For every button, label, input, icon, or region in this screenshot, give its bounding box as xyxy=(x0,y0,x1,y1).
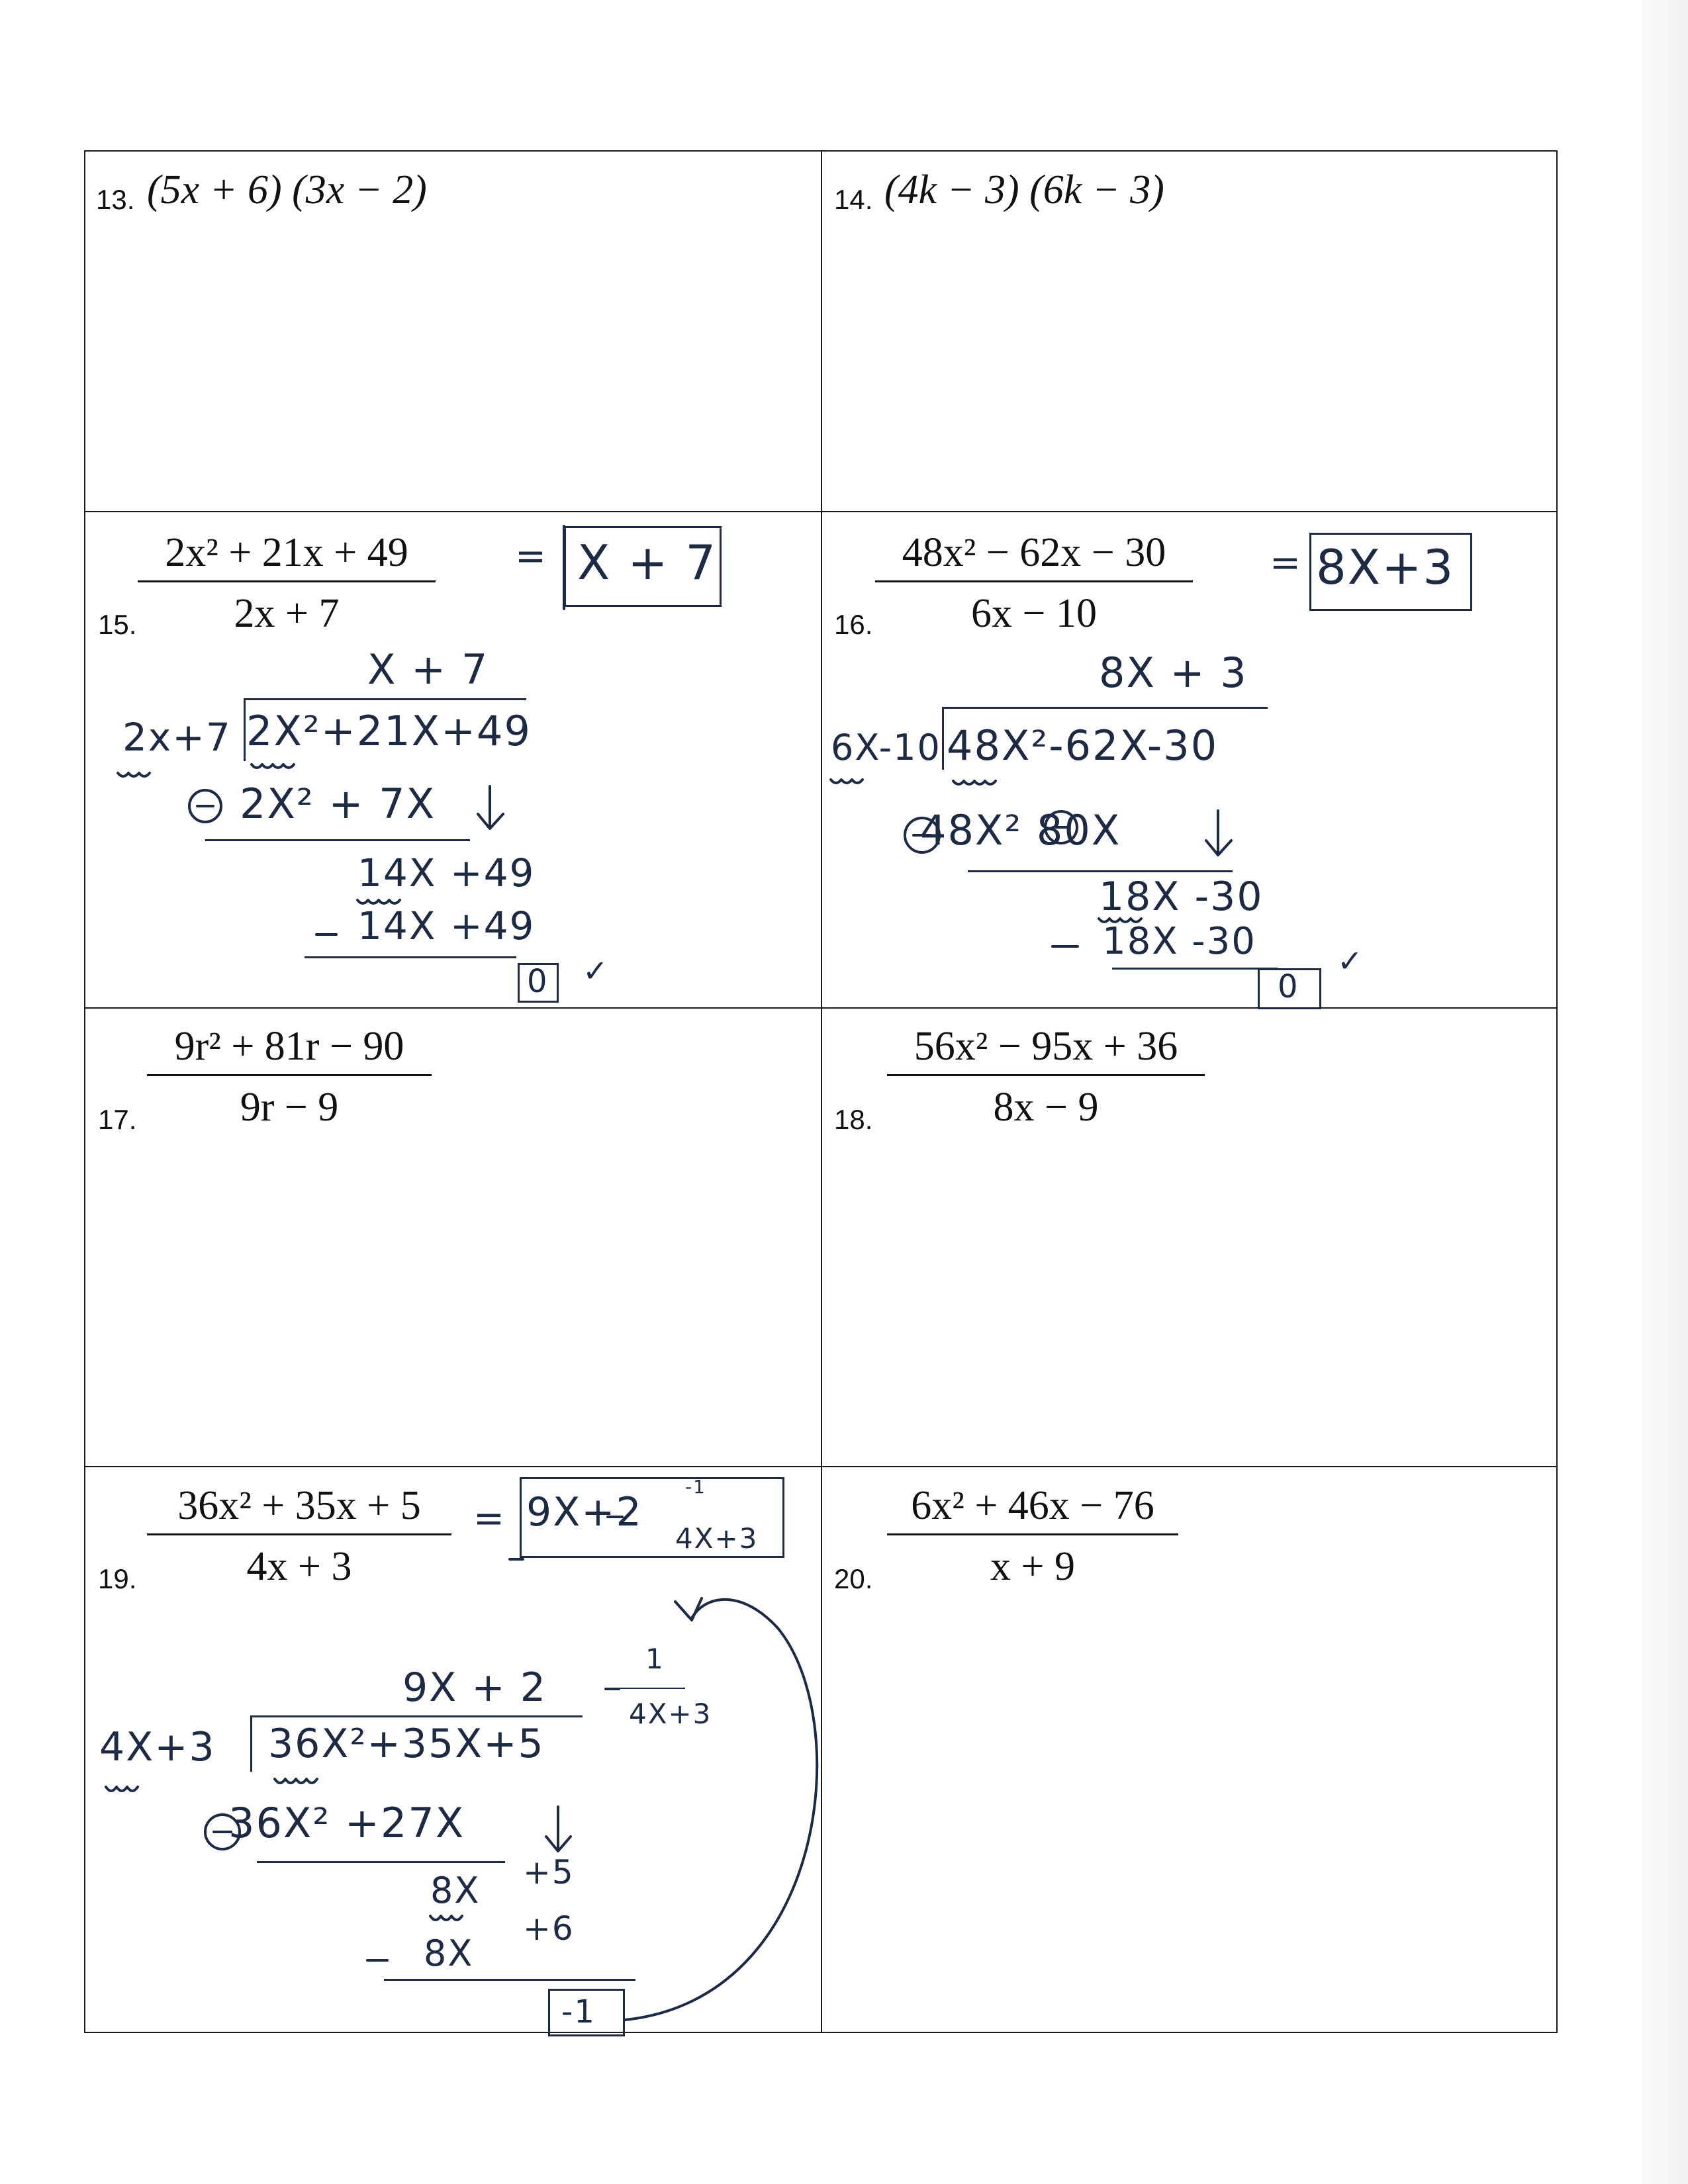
problem-number: 16. xyxy=(834,609,873,640)
step-3-term: 8X xyxy=(424,1933,474,1974)
problem-number: 15. xyxy=(98,609,137,640)
answer-fraction-numerator: -1 xyxy=(685,1476,706,1498)
problem-number: 19. xyxy=(98,1563,137,1594)
quotient: 8X + 3 xyxy=(1099,649,1248,697)
squiggle xyxy=(1099,919,1141,922)
dividend: 2X²+21X+49 xyxy=(246,707,532,755)
side-fraction-numerator: 1 xyxy=(645,1643,665,1675)
boxed-answer: X + 7 xyxy=(577,535,718,590)
squiggle xyxy=(831,780,863,783)
step-2-term: 8X xyxy=(430,1870,481,1911)
remainder: 0 xyxy=(527,963,549,1000)
fraction-denominator: 6x − 10 xyxy=(971,591,1097,636)
problem-number: 18. xyxy=(834,1104,873,1135)
squiggle xyxy=(118,773,150,776)
problem-number: 17. xyxy=(98,1104,137,1135)
problem-number: 14. xyxy=(834,184,873,215)
curved-arrow xyxy=(625,1600,817,2020)
divisor: 4X+3 xyxy=(99,1724,216,1770)
fraction-numerator: 36x² + 35x + 5 xyxy=(147,1482,451,1535)
equals-sign: = xyxy=(473,1497,506,1540)
fraction-denominator: 4x + 3 xyxy=(246,1544,352,1589)
step-1: 48X² 80X xyxy=(920,806,1121,854)
fraction-denominator: x + 9 xyxy=(990,1544,1075,1589)
step-1: 2X² + 7X xyxy=(240,780,436,828)
down-arrow xyxy=(478,786,503,829)
check-mark: ✓ xyxy=(1337,943,1364,979)
fraction-denominator: 8x − 9 xyxy=(993,1085,1099,1130)
squiggle xyxy=(252,764,294,768)
answer-fraction-denominator: 4X+3 xyxy=(675,1522,759,1555)
fraction-numerator: 9r² + 81r − 90 xyxy=(147,1023,432,1076)
remainder: -1 xyxy=(561,1993,596,2030)
divisor: 2x+7 xyxy=(122,715,232,760)
fraction-numerator: 2x² + 21x + 49 xyxy=(138,529,436,582)
step-2: 14X +49 xyxy=(357,850,536,895)
step-1: 36X² +27X xyxy=(228,1799,465,1847)
dividend: 48X²-62X-30 xyxy=(947,721,1219,770)
fraction-denominator: 2x + 7 xyxy=(234,591,340,636)
equals-sign: = xyxy=(515,535,547,578)
quotient: X + 7 xyxy=(367,645,489,694)
down-arrow xyxy=(1206,811,1231,855)
remainder: 0 xyxy=(1278,968,1299,1005)
squiggle xyxy=(953,781,996,784)
squiggle xyxy=(430,1916,462,1920)
divisor: 6X-10 xyxy=(831,727,941,768)
step-3-constant: +6 xyxy=(523,1909,575,1948)
dividend: 36X²+35X+5 xyxy=(268,1721,545,1767)
fraction-numerator: 48x² − 62x − 30 xyxy=(875,529,1193,582)
problem-number: 13. xyxy=(96,184,135,215)
squiggle xyxy=(357,900,400,903)
arrow-head xyxy=(675,1598,702,1620)
squiggle xyxy=(106,1787,138,1791)
fraction-numerator: 56x² − 95x + 36 xyxy=(887,1023,1205,1076)
step-2-constant: +5 xyxy=(523,1853,575,1891)
problem-expression: (5x + 6) (3x − 2) xyxy=(147,167,427,212)
boxed-answer: 8X+3 xyxy=(1316,539,1455,595)
fraction-denominator: 9r − 9 xyxy=(240,1085,339,1130)
quotient: 9X + 2 xyxy=(402,1664,547,1711)
side-fraction-denominator: 4X+3 xyxy=(629,1698,712,1730)
equals-sign: = xyxy=(1270,541,1302,584)
problem-expression: (4k − 3) (6k − 3) xyxy=(884,167,1164,212)
step-2: 18X -30 xyxy=(1099,874,1264,920)
down-arrow xyxy=(546,1807,571,1851)
problem-number: 20. xyxy=(834,1563,873,1594)
squiggle xyxy=(275,1779,317,1783)
step-3: 18X -30 xyxy=(1102,920,1256,963)
boxed-answer: 9X+2 xyxy=(526,1489,643,1535)
check-mark: ✓ xyxy=(583,953,610,989)
fraction-numerator: 6x² + 46x − 76 xyxy=(887,1482,1178,1535)
step-3: 14X +49 xyxy=(357,903,536,948)
